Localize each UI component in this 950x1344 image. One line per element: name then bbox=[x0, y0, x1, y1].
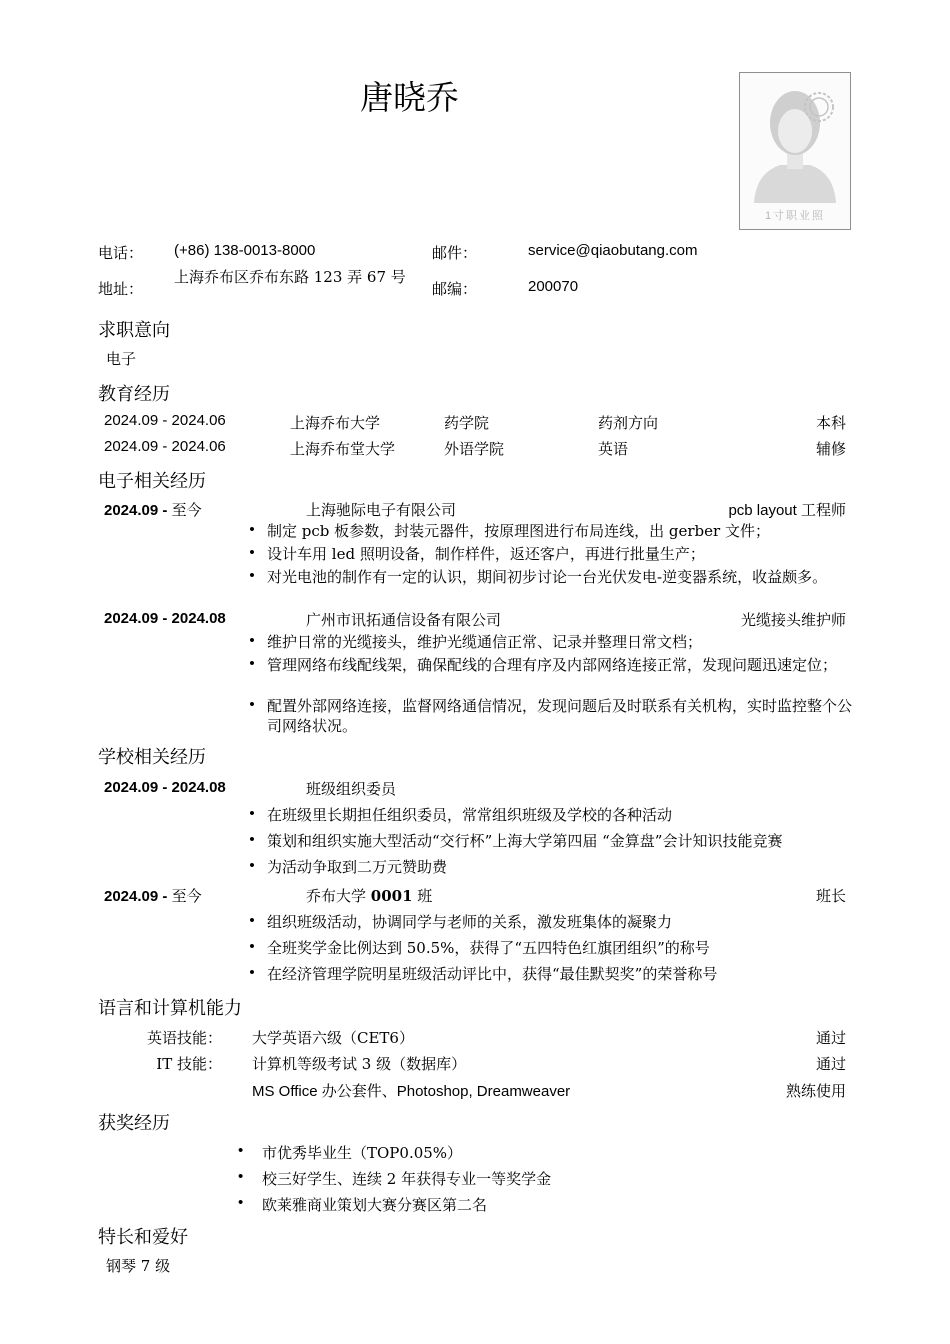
bullet-marker: • bbox=[249, 567, 255, 584]
profile-photo bbox=[739, 72, 851, 230]
skill-level: 通过 bbox=[815, 1029, 846, 1047]
school-bullet: 组织班级活动，协调同学与老师的关系，激发班集体的凝聚力 bbox=[267, 913, 673, 931]
work-role: 光缆接头维护师 bbox=[740, 611, 846, 629]
skill-level: 熟练使用 bbox=[785, 1082, 846, 1100]
bullet-marker: • bbox=[238, 1142, 244, 1159]
intent-value: 电子 bbox=[106, 350, 137, 368]
education-college: 药学院 bbox=[444, 414, 490, 432]
education-major: 药剂方向 bbox=[598, 414, 659, 432]
work-role: pcb layout 工程师 bbox=[728, 501, 846, 519]
education-college: 外语学院 bbox=[444, 440, 505, 458]
work-date: 2024.09 - 2024.08 bbox=[104, 610, 226, 627]
school-org: 乔布大学 0001 班 bbox=[306, 887, 433, 905]
work-bullet: 配置外部网络连接，监督网络通信情况，发现问题后及时联系有关机构，实时监控整个公司网络状况。 bbox=[267, 697, 853, 735]
school-date: 2024.09 - 至今 bbox=[104, 887, 202, 905]
phone-value: (+86) 138-0013-8000 bbox=[174, 242, 316, 259]
award-item: 校三好学生、连续 2 年获得专业一等奖学金 bbox=[262, 1170, 552, 1188]
bullet-marker: • bbox=[238, 1168, 244, 1185]
school-bullet: 在经济管理学院明星班级活动评比中，获得“最佳默契奖”的荣誉称号 bbox=[267, 965, 718, 983]
zip-label: 邮编： bbox=[432, 280, 478, 298]
bullet-marker: • bbox=[249, 857, 255, 874]
bullet-marker: • bbox=[249, 831, 255, 848]
bullet-marker: • bbox=[249, 938, 255, 955]
section-title-skills: 语言和计算机能力 bbox=[98, 998, 242, 1019]
section-title-awards: 获奖经历 bbox=[98, 1113, 170, 1134]
zip-value: 200070 bbox=[528, 278, 579, 295]
skill-label: IT 技能： bbox=[156, 1055, 222, 1073]
work-bullet: 设计车用 led 照明设备，制作样件，返还客户，再进行批量生产； bbox=[267, 545, 705, 563]
bullet-marker: • bbox=[249, 805, 255, 822]
work-bullet: 对光电池的制作有一定的认识，期间初步讨论一台光伏发电-逆变器系统，收益颇多。 bbox=[267, 568, 828, 586]
skill-value: 大学英语六级（CET6） bbox=[252, 1029, 414, 1047]
bullet-marker: • bbox=[249, 521, 255, 538]
education-degree: 辅修 bbox=[815, 440, 846, 458]
section-title-intent: 求职意向 bbox=[98, 320, 170, 341]
bullet-marker: • bbox=[238, 1194, 244, 1211]
address-value: 上海乔布区乔布东路 123 弄 67 号 bbox=[174, 268, 406, 286]
work-bullet: 维护日常的光缆接头，维护光缆通信正常、记录并整理日常文档； bbox=[267, 633, 703, 651]
award-item: 市优秀毕业生（TOP0.05%） bbox=[262, 1144, 463, 1162]
skill-value: 计算机等级考试 3 级（数据库） bbox=[252, 1055, 467, 1073]
skill-value: MS Office 办公套件、Photoshop, Dreamweaver bbox=[252, 1083, 571, 1100]
school-org: 班级组织委员 bbox=[306, 780, 397, 798]
education-school: 上海乔布大学 bbox=[290, 414, 381, 432]
education-degree: 本科 bbox=[815, 414, 846, 432]
work-bullet: 制定 pcb 板参数，封装元器件，按原理图进行布局连线，出 gerber 文件； bbox=[267, 522, 770, 540]
section-title-school: 学校相关经历 bbox=[98, 747, 206, 768]
email-value: service@qiaobutang.com bbox=[528, 242, 698, 259]
avatar-placeholder-icon bbox=[740, 73, 850, 203]
education-date: 2024.09 - 2024.06 bbox=[104, 412, 226, 429]
work-bullet: 管理网络布线配线架，确保配线的合理有序及内部网络连接正常，发现问题迅速定位； bbox=[267, 656, 838, 674]
skill-level: 通过 bbox=[815, 1055, 846, 1073]
school-bullet: 全班奖学金比例达到 50.5%，获得了“五四特色红旗团组织”的称号 bbox=[267, 939, 710, 957]
section-title-work: 电子相关经历 bbox=[98, 471, 206, 492]
school-bullet: 策划和组织实施大型活动“交行杯”上海大学第四届 “金算盘”会计知识技能竞赛 bbox=[267, 832, 783, 850]
work-company: 上海驰际电子有限公司 bbox=[306, 501, 457, 519]
bullet-marker: • bbox=[249, 544, 255, 561]
bullet-marker: • bbox=[249, 912, 255, 929]
section-title-education: 教育经历 bbox=[98, 384, 170, 405]
section-title-hobbies: 特长和爱好 bbox=[98, 1227, 188, 1248]
school-bullet: 为活动争取到二万元赞助费 bbox=[267, 858, 448, 876]
address-label: 地址： bbox=[98, 280, 144, 298]
hobbies-value: 钢琴 7 级 bbox=[106, 1257, 171, 1275]
award-item: 欧莱雅商业策划大赛分赛区第二名 bbox=[262, 1196, 488, 1214]
photo-caption: 1寸职业照 bbox=[764, 210, 826, 222]
bullet-marker: • bbox=[249, 696, 255, 713]
work-company: 广州市讯拓通信设备有限公司 bbox=[306, 611, 502, 629]
education-school: 上海乔布堂大学 bbox=[290, 440, 396, 458]
bullet-marker: • bbox=[249, 655, 255, 672]
email-label: 邮件： bbox=[432, 244, 478, 262]
school-role: 班长 bbox=[815, 887, 846, 905]
skill-label: 英语技能： bbox=[146, 1029, 222, 1047]
school-date: 2024.09 - 2024.08 bbox=[104, 779, 226, 796]
candidate-name: 唐晓乔 bbox=[360, 78, 459, 117]
phone-label: 电话： bbox=[98, 244, 144, 262]
work-date: 2024.09 - 至今 bbox=[104, 501, 202, 519]
bullet-marker: • bbox=[249, 964, 255, 981]
bullet-marker: • bbox=[249, 632, 255, 649]
school-bullet: 在班级里长期担任组织委员，常常组织班级及学校的各种活动 bbox=[267, 806, 673, 824]
education-date: 2024.09 - 2024.06 bbox=[104, 438, 226, 455]
education-major: 英语 bbox=[598, 440, 629, 458]
